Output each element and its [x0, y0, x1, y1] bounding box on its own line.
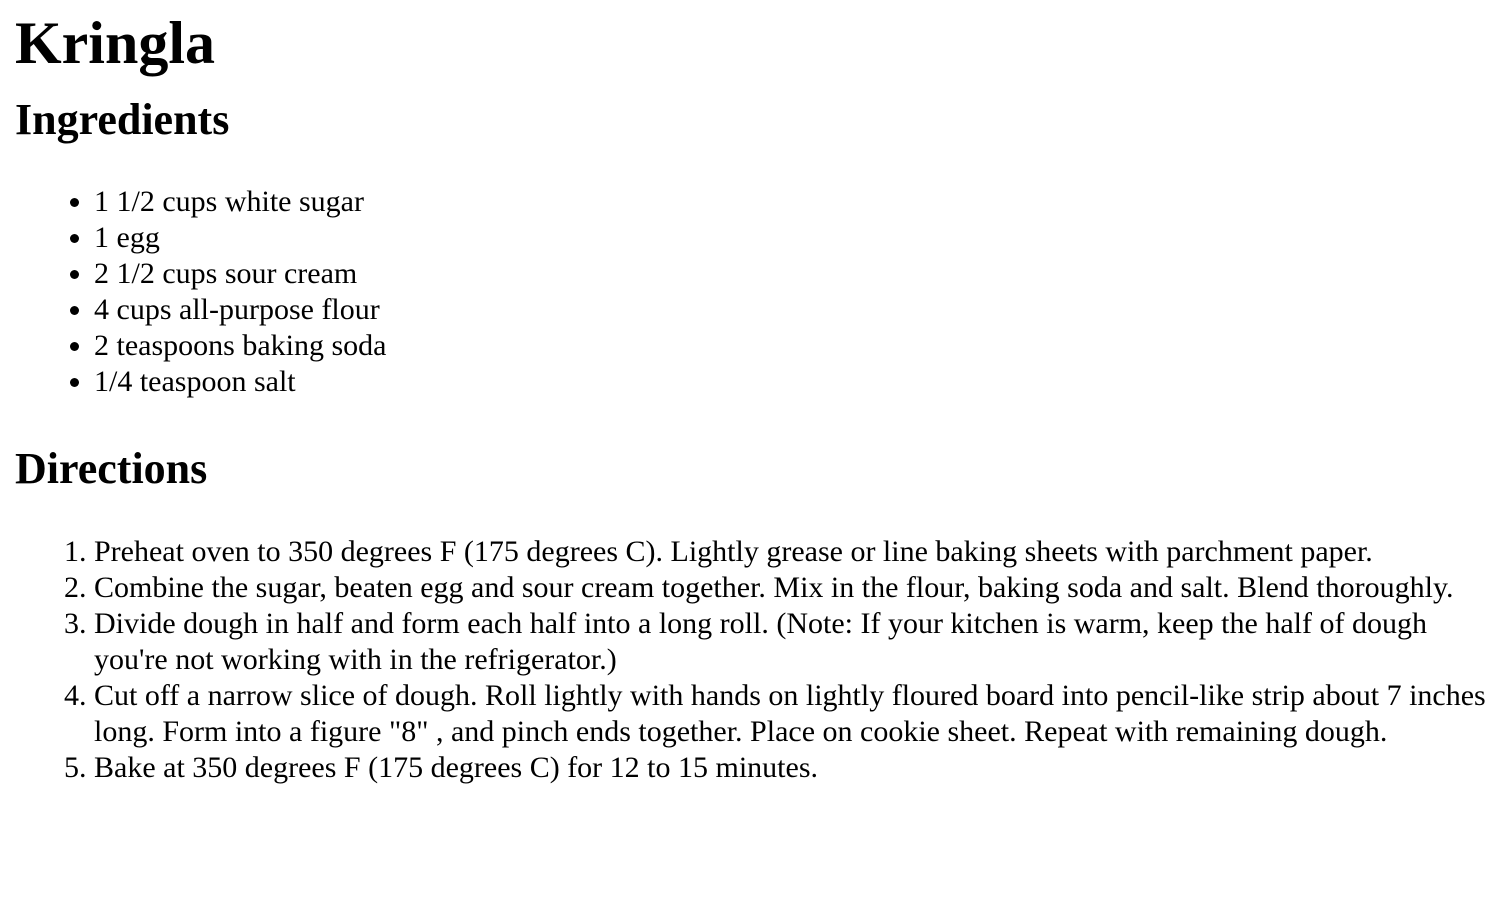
ingredient-item: • 1/4 teaspoon salt — [94, 364, 1508, 400]
ingredient-item: • 4 cups all-purpose flour — [94, 292, 1508, 328]
direction-step: 4. Cut off a narrow slice of dough. Roll lightly with hands on lightly floured board into pencil-like strip about 7 inches long. Form into a figure "8" , and pinch ends together. Place on cookie sheet. Repeat with remaining dough. — [94, 678, 1498, 750]
ingredient-item: • 2 teaspoons baking soda — [94, 328, 1508, 364]
ingredient-item: • 1 egg — [94, 220, 1508, 256]
page-title: Kringla — [15, 10, 216, 76]
ingredient-item: • 2 1/2 cups sour cream — [94, 256, 1508, 292]
direction-step: 5. Bake at 350 degrees F (175 degrees C) for 12 to 15 minutes. — [94, 750, 1498, 786]
direction-step: 1. Preheat oven to 350 degrees F (175 degrees C). Lightly grease or line baking sheets with parchment paper. — [94, 534, 1498, 570]
direction-step: 3. Divide dough in half and form each half into a long roll. (Note: If your kitchen is warm, keep the half of dough you're not working with in the refrigerator.) — [94, 606, 1498, 678]
directions-list — [15, 534, 1508, 786]
directions-heading: Directions — [15, 444, 208, 493]
ingredient-item: • 1 1/2 cups white sugar — [94, 184, 1508, 220]
ingredients-heading: Ingredients — [15, 95, 230, 144]
direction-step: 2. Combine the sugar, beaten egg and sour cream together. Mix in the flour, baking soda and salt. Blend thoroughly. — [94, 570, 1498, 606]
ingredients-list — [15, 184, 1508, 400]
